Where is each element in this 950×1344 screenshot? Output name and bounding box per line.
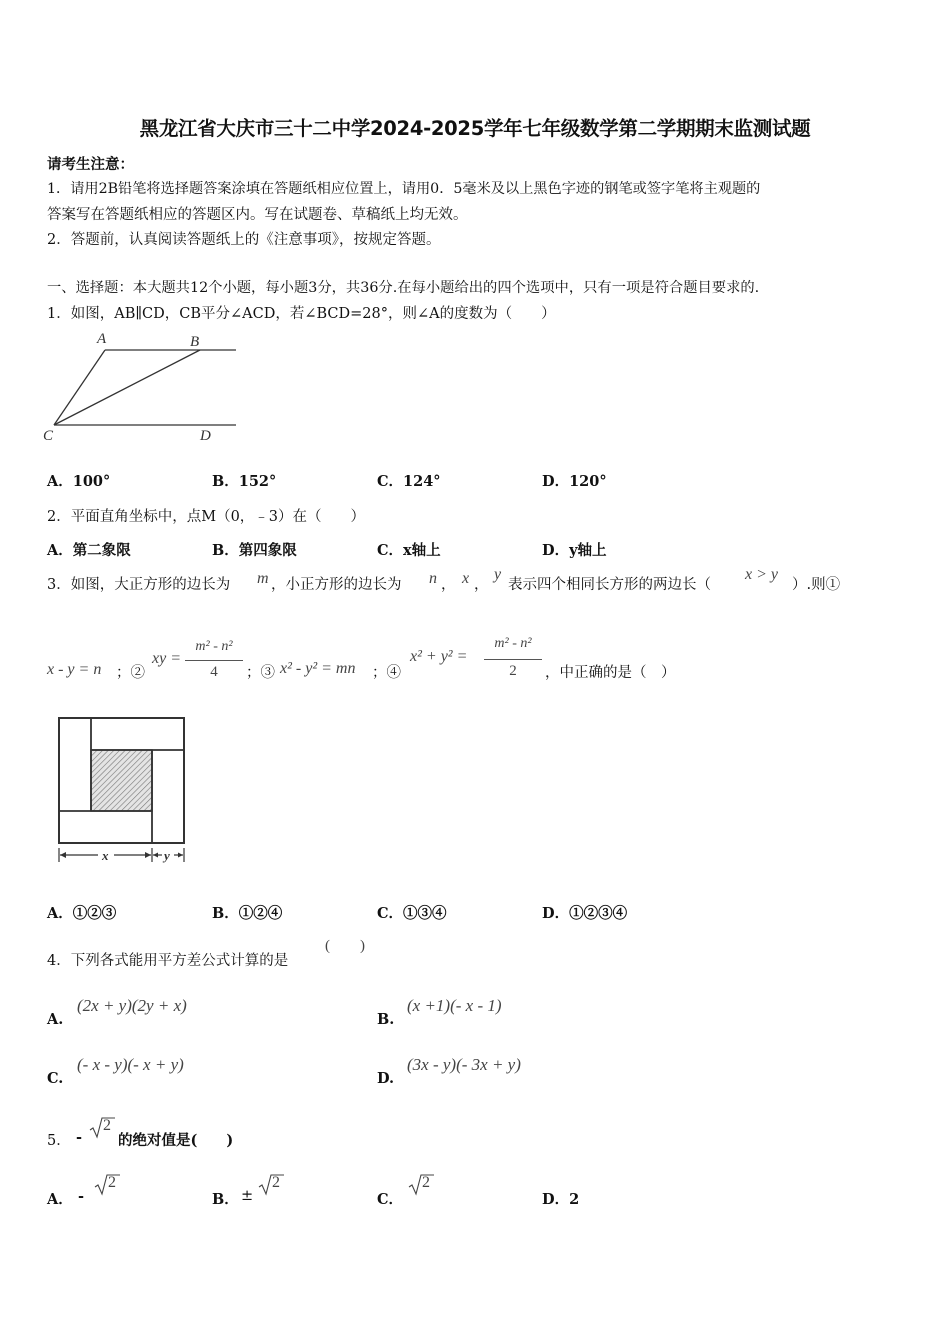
q3-fig-label-x: x — [102, 848, 109, 863]
q3-comma-2: ， — [474, 577, 489, 593]
notice-line-1: 1．请用2B铅笔将选择题答案涂填在答题纸相应位置上，请用0．5毫米及以上黑色字迹的钢笔或签字笔将主观题的 — [47, 181, 761, 197]
q2-stem: 2．平面直角坐标中，点M（0，﹣3）在（ ） — [47, 509, 366, 525]
section-heading: 一、选择题：本大题共12个小题，每小题3分，共36分.在每小题给出的四个选项中，只有一项是符合题目要求的. — [47, 280, 760, 296]
q5-option-a-label[interactable]: A． — [47, 1191, 73, 1208]
q5-radicand: 2 — [103, 1117, 111, 1134]
q3-stem-part1: 3．如图，大正方形的边长为 — [47, 577, 231, 593]
q3-expr-2-numerator: m² - n² — [195, 639, 233, 654]
q1-label-b: B — [190, 334, 200, 350]
q3-var-n: n — [429, 570, 437, 587]
q3-expr-1: x - y = n — [47, 661, 102, 678]
q4-option-b-label[interactable]: B. — [377, 1011, 395, 1028]
q3-arrow-y-right — [178, 853, 183, 858]
q3-arrow-x-left — [60, 852, 66, 858]
q3-expr-4-fraction-bar — [484, 659, 542, 660]
q1-label-c: C — [43, 428, 54, 444]
q3-comma: ， — [441, 577, 456, 593]
q3-option-d[interactable]: D．①②③④ — [542, 905, 628, 922]
q1-option-d[interactable]: D．120° — [542, 473, 607, 490]
q2-option-b[interactable]: B．第四象限 — [212, 542, 297, 559]
q4-option-d-expr: (3x - y)(- 3x + y) — [407, 1055, 521, 1074]
q3-expr-2-denominator: 4 — [210, 664, 218, 680]
q3-expr-4-lhs: x² + y² = — [410, 648, 468, 665]
q5-option-c-sqrt-icon — [407, 1173, 435, 1197]
notice-line-3: 2．答题前，认真阅读答题纸上的《注意事项》，按规定答题。 — [47, 232, 441, 248]
q3-expr-2-fraction-bar — [185, 660, 243, 661]
q5-option-d[interactable]: D．2 — [542, 1191, 580, 1208]
q3-figure — [50, 712, 195, 870]
q5-stem: 的绝对值是( ) — [118, 1132, 234, 1149]
q3-option-c[interactable]: C．①③④ — [377, 905, 447, 922]
q3-stem-part3: 表示四个相同长方形的两边长（ — [508, 577, 711, 593]
q4-stem: 4．下列各式能用平方差公式计算的是 — [47, 953, 289, 969]
q4-option-c-expr: (- x - y)(- x + y) — [77, 1055, 184, 1074]
q5-option-a-radicand: 2 — [108, 1174, 116, 1191]
q2-option-a[interactable]: A．第二象限 — [47, 542, 131, 559]
q3-expr-4-denominator: 2 — [509, 663, 517, 679]
q5-number: 5． — [47, 1133, 71, 1149]
q2-option-d[interactable]: D．y轴上 — [542, 542, 607, 559]
q1-line-ca — [54, 350, 105, 425]
q4-option-a-expr: (2x + y)(2y + x) — [77, 996, 187, 1015]
q3-stem-tail: ，中正确的是（ ） — [545, 665, 676, 681]
q3-var-x: x — [462, 570, 470, 587]
q5-option-b-label[interactable]: B． — [212, 1191, 239, 1208]
q5-sqrt-icon — [88, 1116, 116, 1140]
q1-stem: 1．如图，AB∥CD，CB平分∠ACD，若∠BCD=28°，则∠A的度数为（ ） — [47, 306, 556, 322]
q3-arrow-x-right — [145, 852, 151, 858]
q3-sep-2: ；③ — [246, 665, 275, 681]
q5-option-a-sign: - — [78, 1188, 85, 1205]
q5-option-a-sqrt-icon — [93, 1173, 121, 1197]
q1-option-c[interactable]: C．124° — [377, 473, 441, 490]
q3-expr-2-lhs: xy = — [152, 650, 181, 667]
q3-var-m: m — [257, 570, 269, 587]
notice-line-2: 答案写在答题纸相应的答题区内。写在试题卷、草稿纸上均无效。 — [47, 207, 468, 223]
q4-paren: ( ) — [325, 938, 365, 954]
notice-heading: 请考生注意： — [47, 156, 134, 173]
q1-label-d: D — [200, 428, 211, 444]
q3-sep-1: ；② — [116, 665, 145, 681]
q5-option-c-radicand: 2 — [422, 1174, 430, 1191]
q4-option-c-label[interactable]: C. — [47, 1070, 64, 1087]
q5-minus: - — [76, 1129, 83, 1146]
q1-option-a[interactable]: A．100° — [47, 473, 111, 490]
q4-option-b-expr: (x +1)(- x - 1) — [407, 996, 502, 1015]
q3-expr-3: x² - y² = mn — [280, 660, 356, 677]
q5-option-b-radicand: 2 — [272, 1174, 280, 1191]
q4-option-a-label[interactable]: A. — [47, 1011, 64, 1028]
q3-sep-3: ；④ — [372, 665, 401, 681]
q3-small-square — [91, 750, 152, 811]
q2-option-c[interactable]: C．x轴上 — [377, 542, 441, 559]
q5-option-b-sign: ± — [241, 1188, 254, 1204]
q1-line-cb — [54, 350, 200, 425]
q3-stem-part2: ，小正方形的边长为 — [271, 577, 402, 593]
q3-option-b[interactable]: B．①②④ — [212, 905, 283, 922]
q1-label-a: A — [97, 331, 107, 347]
q3-condition: x > y — [745, 566, 778, 583]
q1-figure — [40, 328, 250, 448]
q5-option-c-label[interactable]: C． — [377, 1191, 404, 1208]
q3-var-y: y — [494, 566, 502, 583]
q1-option-b[interactable]: B．152° — [212, 473, 277, 490]
q4-option-d-label[interactable]: D. — [377, 1070, 395, 1087]
page-title: 黑龙江省大庆市三十二中学2024-2025学年七年级数学第二学期期末监测试题 — [139, 117, 811, 140]
q3-fig-label-y: y — [164, 848, 170, 863]
q3-expr-4-numerator: m² - n² — [494, 636, 532, 651]
q3-stem-part4: ）.则① — [792, 577, 841, 593]
q3-option-a[interactable]: A．①②③ — [47, 905, 117, 922]
q3-arrow-y-left — [153, 853, 158, 858]
q5-option-b-sqrt-icon — [257, 1173, 285, 1197]
